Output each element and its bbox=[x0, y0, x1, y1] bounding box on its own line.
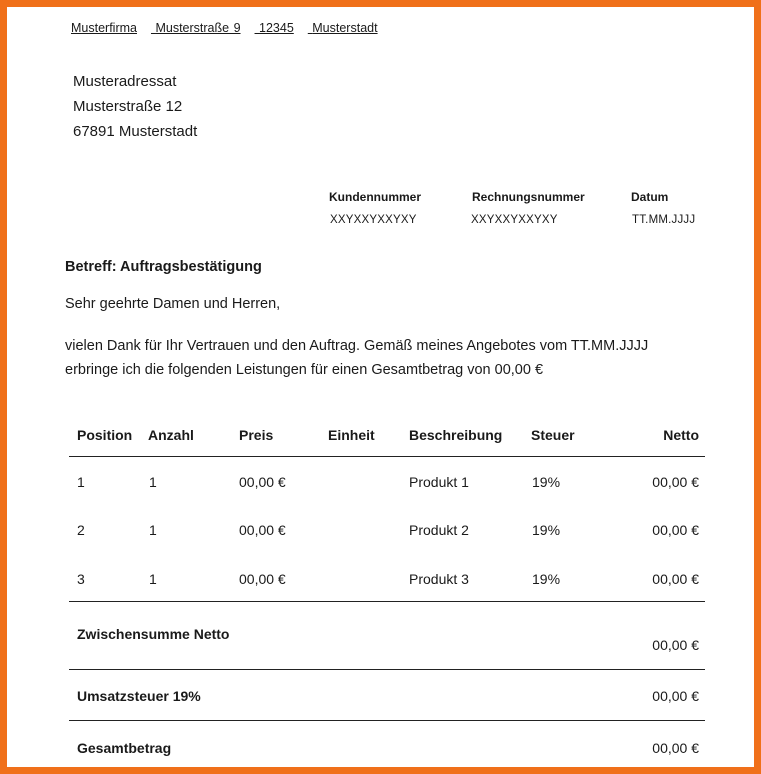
tax-label: Umsatzsteuer 19% bbox=[77, 688, 201, 704]
total-label: Gesamtbetrag bbox=[77, 740, 172, 756]
body-line-2: erbringe ich die folgenden Leistungen für einen Gesamtbetrag von 00,00 € bbox=[65, 362, 544, 378]
invoice-number-label: Rechnungsnummer bbox=[472, 190, 585, 204]
header-position: Position bbox=[77, 427, 133, 443]
total-divider bbox=[69, 720, 705, 721]
sender-street: Musterstraße 9 bbox=[155, 21, 241, 35]
sender-city: Musterstadt bbox=[312, 21, 378, 35]
row-steuer: 19% bbox=[532, 522, 561, 538]
date-value: TT.MM.JJJJ bbox=[632, 214, 696, 226]
header-anzahl: Anzahl bbox=[148, 427, 194, 443]
recipient-city: 67891 Musterstadt bbox=[73, 123, 198, 140]
row-steuer: 19% bbox=[532, 474, 561, 490]
invoice-number-value: XXYXXYXXYXY bbox=[471, 214, 558, 226]
row-beschreibung: Produkt 3 bbox=[409, 571, 469, 587]
document-page bbox=[7, 7, 754, 767]
subtotal-value: 00,00 € bbox=[652, 637, 699, 653]
tax-divider bbox=[69, 669, 705, 670]
tax-value: 00,00 € bbox=[652, 688, 699, 704]
total-value: 00,00 € bbox=[652, 740, 699, 756]
customer-number-value: XXYXXYXXYXY bbox=[330, 214, 417, 226]
row-beschreibung: Produkt 1 bbox=[409, 474, 469, 490]
recipient-name: Musteradressat bbox=[73, 73, 177, 90]
row-preis: 00,00 € bbox=[239, 474, 286, 490]
row-anzahl: 1 bbox=[149, 522, 157, 538]
sender-zip: 12345 bbox=[259, 21, 294, 35]
date-label: Datum bbox=[631, 190, 669, 204]
sender-company: Musterfirma bbox=[71, 21, 137, 35]
row-steuer: 19% bbox=[532, 571, 561, 587]
header-divider bbox=[69, 456, 705, 457]
row-position: 2 bbox=[77, 522, 85, 538]
subject-line: Betreff: Auftragsbestätigung bbox=[65, 259, 262, 275]
customer-number-label: Kundennummer bbox=[329, 190, 422, 204]
row-preis: 00,00 € bbox=[239, 522, 286, 538]
row-netto: 00,00 € bbox=[652, 522, 699, 538]
row-netto: 00,00 € bbox=[652, 474, 699, 490]
row-beschreibung: Produkt 2 bbox=[409, 522, 469, 538]
header-netto: Netto bbox=[663, 427, 699, 443]
recipient-street: Musterstraße 12 bbox=[73, 98, 183, 115]
row-anzahl: 1 bbox=[149, 571, 157, 587]
header-beschreibung: Beschreibung bbox=[409, 427, 503, 443]
body-line-1: vielen Dank für Ihr Vertrauen und den Auftrag. Gemäß meines Angebotes vom TT.MM.JJJJ bbox=[65, 338, 649, 354]
sender-address-line bbox=[71, 21, 378, 35]
header-preis: Preis bbox=[239, 427, 274, 443]
subtotal-label: Zwischensumme Netto bbox=[77, 626, 230, 642]
row-preis: 00,00 € bbox=[239, 571, 286, 587]
row-anzahl: 1 bbox=[149, 474, 157, 490]
row-position: 1 bbox=[77, 474, 85, 490]
header-einheit: Einheit bbox=[328, 427, 375, 443]
recipient-address bbox=[73, 69, 197, 144]
subtotal-divider bbox=[69, 601, 705, 602]
greeting: Sehr geehrte Damen und Herren, bbox=[65, 296, 281, 312]
header-steuer: Steuer bbox=[531, 427, 575, 443]
body-paragraph bbox=[65, 334, 648, 382]
row-position: 3 bbox=[77, 571, 85, 587]
row-netto: 00,00 € bbox=[652, 571, 699, 587]
